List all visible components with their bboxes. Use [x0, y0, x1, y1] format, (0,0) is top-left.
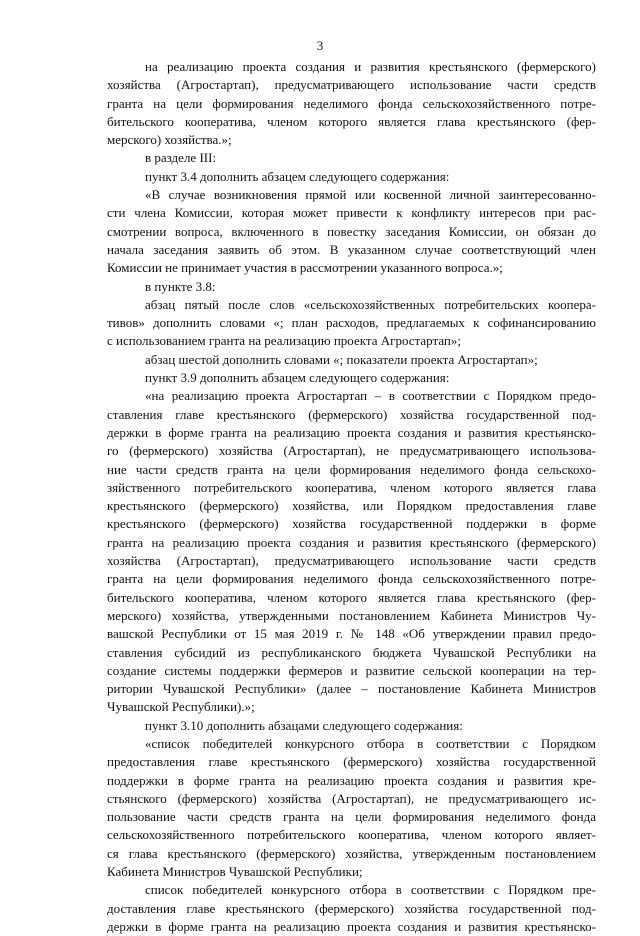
- text-line: держки в форме гранта на реализацию проекта создания и развития крестьянско-: [107, 918, 596, 934]
- text-line: абзац пятый после слов «сельскохозяйственных потребительских коопера-: [145, 296, 596, 312]
- text-line: сельскохозяйственного потребительского кооператива, членом которого являет-: [107, 827, 596, 843]
- text-line: на реализацию проекта создания и развития крестьянского (фермерского): [145, 59, 596, 74]
- text-line: абзац шестой дополнить словами «; показатели проекта Агростартап»;: [145, 351, 538, 367]
- text-line: создание системы поддержки фермеров и развитие сельской кооперации на тер-: [107, 662, 596, 678]
- text-line: стьянского (фермерского) хозяйства (Агростартап), не предусматривающего ис-: [107, 790, 596, 806]
- text-line: доставления главе крестьянского (фермерского) хозяйства государственной под-: [107, 900, 596, 916]
- text-line: «В случае возникновения прямой или косвенной личной заинтересованно-: [145, 187, 596, 203]
- text-line: смотрении вопроса, включенного в повестку заседания Комиссии, он обязан до: [107, 223, 596, 239]
- text-line: начала заседания заявить об этом. В указанном случае соответствующий член: [107, 241, 596, 257]
- text-line: ритории Чувашской Республики» (далее – постановление Кабинета Министров: [107, 681, 596, 697]
- text-line: пункт 3.10 дополнить абзацами следующего содержания:: [145, 717, 463, 733]
- text-line: держки в форме гранта на реализацию проекта создания и развития крестьянско-: [107, 424, 596, 440]
- text-line: в разделе III:: [145, 150, 217, 166]
- text-line: гранта на цели формирования неделимого фонда сельскохозяйственного потре-: [107, 571, 596, 587]
- text-line: тивов» дополнить словами «; план расходов, предлагаемых к софинансированию: [107, 315, 596, 331]
- document-body: [107, 58, 596, 936]
- text-line: пункт 3.9 дополнить абзацем следующего содержания:: [145, 370, 450, 386]
- page-number: 3: [316, 38, 324, 53]
- text-line: мерского) хозяйства.»;: [107, 132, 232, 148]
- text-line: сти члена Комиссии, которая может привести к конфликту интересов при рас-: [107, 205, 596, 221]
- text-line: мерского) хозяйства, утвержденными постановлением Кабинета Министров Чу-: [107, 607, 596, 623]
- text-line: зяйственного потребительского кооператива, членом которого является глава: [107, 479, 596, 495]
- text-line: пункт 3.4 дополнить абзацем следующего содержания:: [145, 168, 450, 184]
- text-line: го (фермерского) хозяйства (Агростартап), не предусматривающего использова-: [107, 443, 596, 459]
- text-line: в пункте 3.8:: [145, 278, 216, 294]
- text-line: хозяйства (Агростартап), предусматривающего использование части средств: [107, 553, 596, 569]
- text-line: пользование части средств гранта на цели формирования неделимого фонда: [107, 809, 596, 825]
- text-line: «список победителей конкурсного отбора в соответствии с Порядком: [145, 735, 596, 751]
- text-line: список победителей конкурсного отбора в соответствии с Порядком пре-: [145, 882, 596, 898]
- text-line: «на реализацию проекта Агростартап – в соответствии с Порядком предо-: [145, 388, 596, 404]
- text-line: с использованием гранта на реализацию проекта Агростартап»;: [107, 333, 461, 349]
- text-line: Кабинета Министров Чувашской Республики;: [107, 864, 363, 880]
- text-line: вашской Республики от 15 мая 2019 г. № 148 «Об утверждении правил предо-: [107, 626, 596, 642]
- text-line: гранта на цели формирования неделимого фонда сельскохозяйственного потре-: [107, 95, 596, 111]
- text-line: Чувашской Республики).»;: [107, 699, 255, 715]
- text-line: ставления субсидий из республиканского бюджета Чувашской Республики на: [107, 644, 596, 660]
- text-line: гранта на реализацию проекта создания и развития крестьянского (фермерского): [107, 534, 596, 550]
- text-line: ся глава крестьянского (фермерского) хозяйства, утвержденным постановлением: [107, 845, 596, 861]
- text-line: ставления главе крестьянского (фермерского) хозяйства государственной под-: [107, 406, 596, 422]
- text-line: бительского кооператива, членом которого является глава крестьянского (фер-: [107, 589, 596, 605]
- text-line: предоставления главе крестьянского (фермерского) хозяйства государственной: [107, 754, 596, 770]
- text-line: бительского кооператива, членом которого является глава крестьянского (фер-: [107, 113, 596, 129]
- text-line: поддержки в форме гранта на реализацию проекта создания и развития кре-: [107, 772, 596, 788]
- text-line: ние части средств гранта на цели формирования неделимого фонда сельскохо-: [107, 461, 596, 477]
- text-line: хозяйства (Агростартап), предусматривающего использование части средств: [107, 77, 596, 93]
- text-line: крестьянского (фермерского) хозяйства, или Порядком предоставления главе: [107, 498, 596, 514]
- text-line: крестьянского (фермерского) хозяйства государственной поддержки в форме: [107, 516, 596, 532]
- text-line: Комиссии не принимает участия в рассмотрении указанного вопроса.»;: [107, 260, 503, 276]
